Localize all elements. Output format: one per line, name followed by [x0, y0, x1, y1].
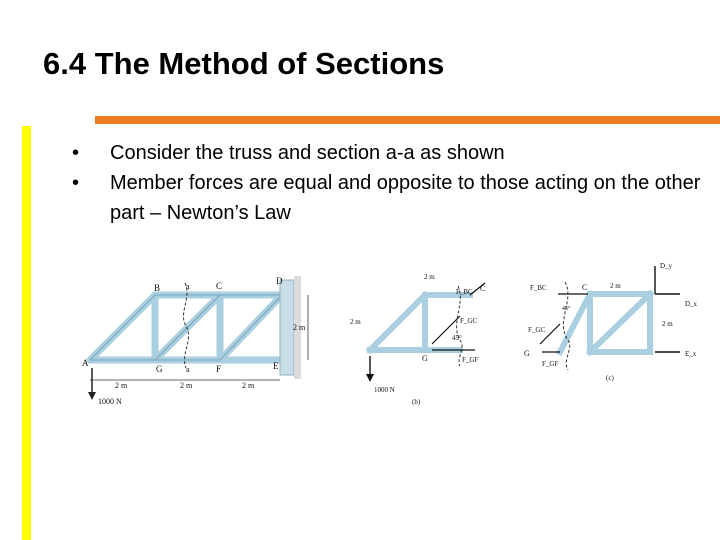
- figure-caption: (c): [606, 374, 614, 382]
- node-label-A: A: [82, 358, 89, 368]
- dim-span-3: 2 m: [242, 381, 255, 390]
- bullet-list: [72, 138, 702, 228]
- node-label-F: F: [216, 364, 222, 374]
- bullet-text: Member forces are equal and opposite to those acting on the other part – Newton’s Law: [110, 172, 701, 224]
- dim-height: 2 m: [662, 320, 673, 328]
- load-label: 1000 N: [374, 386, 395, 394]
- bullet-text: Consider the truss and section a-a as shown: [110, 142, 505, 164]
- truss-diagram-full: [80, 268, 320, 410]
- truss-diagram-section-left: [340, 268, 510, 410]
- force-label-dy: D_y: [660, 262, 673, 270]
- force-label-fgc: F_GC: [460, 317, 478, 325]
- node-label-G: G: [524, 349, 530, 358]
- force-label-dx: D_x: [685, 300, 698, 308]
- truss-figure-section-right: [520, 252, 715, 387]
- force-label-fbc: F_BC: [456, 288, 473, 296]
- truss-figure-section-left: [340, 268, 510, 410]
- node-label-G: G: [422, 354, 428, 363]
- force-label-ex: E_x: [685, 350, 697, 358]
- node-label-E: E: [273, 361, 279, 371]
- truss-diagram-section-right: [520, 252, 715, 387]
- section-label-bottom: a: [186, 365, 190, 374]
- angle-label: 45°: [562, 306, 571, 312]
- bullet-item: [72, 138, 702, 168]
- angle-label: 45°: [452, 334, 462, 342]
- dim-span-2: 2 m: [180, 381, 193, 390]
- load-label: 1000 N: [98, 397, 122, 406]
- truss-figure-full: [80, 268, 320, 410]
- dim-span-1: 2 m: [115, 381, 128, 390]
- node-label-D: D: [276, 276, 283, 286]
- dim-width: 2 m: [610, 282, 621, 290]
- force-label-fgf: F_GF: [462, 356, 479, 364]
- dim-height: 2 m: [350, 318, 361, 326]
- dim-width: 2 m: [424, 273, 435, 281]
- force-label-fbc: F_BC: [530, 284, 547, 292]
- bullet-marker: •: [72, 142, 80, 164]
- dim-height: 2 m: [293, 323, 306, 332]
- node-label-C: C: [216, 281, 223, 291]
- node-label-G: G: [156, 364, 163, 374]
- left-accent-bar: [22, 126, 31, 540]
- node-label-C: C: [480, 284, 486, 293]
- bullet-marker: •: [72, 172, 80, 194]
- bullet-item: [72, 168, 702, 228]
- slide-title: 6.4 The Method of Sections: [43, 46, 445, 81]
- node-label-C: C: [582, 283, 588, 292]
- node-label-B: B: [154, 283, 161, 293]
- section-label-top: a: [186, 282, 190, 291]
- force-label-fgc: F_GC: [528, 326, 546, 334]
- title-underline-bar: [95, 116, 720, 124]
- force-label-fgf: F_GF: [542, 360, 559, 368]
- figure-caption: (b): [412, 398, 421, 406]
